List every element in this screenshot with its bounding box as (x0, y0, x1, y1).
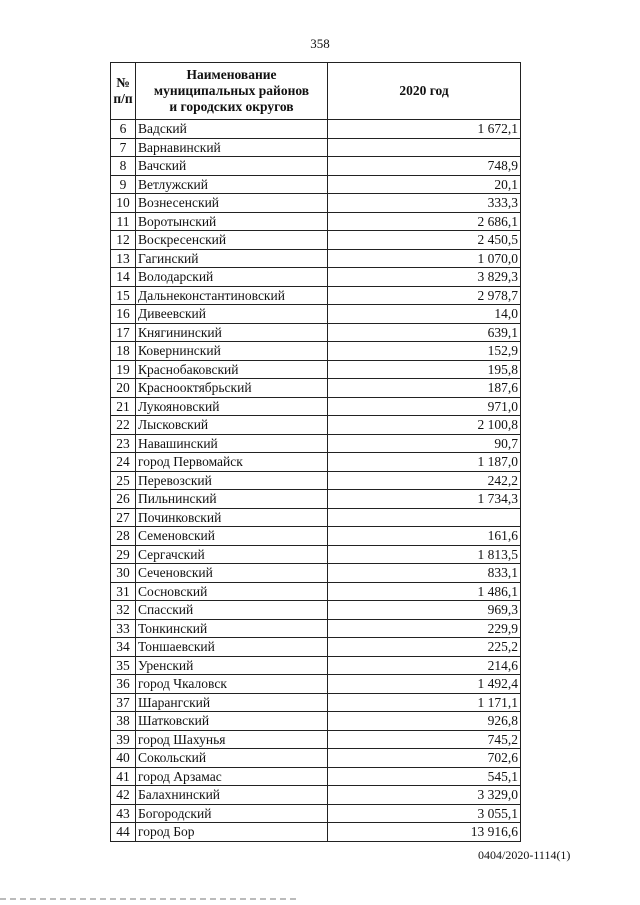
row-number: 19 (111, 360, 136, 379)
value-2020: 214,6 (328, 656, 521, 675)
district-name: Краснобаковский (136, 360, 328, 379)
table-row (111, 397, 521, 416)
value-2020: 187,6 (328, 379, 521, 398)
table-row (111, 638, 521, 657)
value-2020: 969,3 (328, 601, 521, 620)
row-number: 11 (111, 212, 136, 231)
header-row (111, 63, 521, 120)
table-row (111, 712, 521, 731)
row-number: 10 (111, 194, 136, 213)
table-row (111, 194, 521, 213)
table-row (111, 693, 521, 712)
district-name: Сергачский (136, 545, 328, 564)
row-number: 23 (111, 434, 136, 453)
district-name: Княгининский (136, 323, 328, 342)
row-number: 38 (111, 712, 136, 731)
value-2020 (328, 508, 521, 527)
value-2020: 2 100,8 (328, 416, 521, 435)
value-2020 (328, 138, 521, 157)
row-number: 40 (111, 749, 136, 768)
district-name: город Бор (136, 823, 328, 842)
table-row (111, 545, 521, 564)
district-name: Дальнеконстантиновский (136, 286, 328, 305)
table-row (111, 323, 521, 342)
row-number: 7 (111, 138, 136, 157)
header-name: Наименование муниципальных районов и городских округов (136, 63, 328, 120)
table-row (111, 231, 521, 250)
value-2020: 3 055,1 (328, 804, 521, 823)
value-2020: 225,2 (328, 638, 521, 657)
district-name: город Арзамас (136, 767, 328, 786)
table-row (111, 453, 521, 472)
row-number: 8 (111, 157, 136, 176)
row-number: 24 (111, 453, 136, 472)
value-2020: 1 070,0 (328, 249, 521, 268)
value-2020: 3 829,3 (328, 268, 521, 287)
value-2020: 14,0 (328, 305, 521, 324)
page-number: 358 (310, 36, 330, 51)
value-2020: 745,2 (328, 730, 521, 749)
table-row (111, 342, 521, 361)
header-num: № п/п (111, 63, 136, 120)
value-2020: 152,9 (328, 342, 521, 361)
value-2020: 545,1 (328, 767, 521, 786)
table-body (111, 120, 521, 842)
value-2020: 1 492,4 (328, 675, 521, 694)
table-row (111, 601, 521, 620)
district-name: Пильнинский (136, 490, 328, 509)
row-number: 22 (111, 416, 136, 435)
value-2020: 702,6 (328, 749, 521, 768)
table-row (111, 749, 521, 768)
row-number: 12 (111, 231, 136, 250)
table-row (111, 249, 521, 268)
value-2020: 3 329,0 (328, 786, 521, 805)
value-2020: 161,6 (328, 527, 521, 546)
district-name: Вадский (136, 120, 328, 139)
value-2020: 20,1 (328, 175, 521, 194)
district-name: Уренский (136, 656, 328, 675)
table-row (111, 730, 521, 749)
district-name: Тонкинский (136, 619, 328, 638)
district-name: Навашинский (136, 434, 328, 453)
value-2020: 2 450,5 (328, 231, 521, 250)
row-number: 44 (111, 823, 136, 842)
district-name: Ветлужский (136, 175, 328, 194)
table-row (111, 434, 521, 453)
table-row (111, 379, 521, 398)
value-2020: 1 813,5 (328, 545, 521, 564)
table-row (111, 268, 521, 287)
row-number: 16 (111, 305, 136, 324)
district-name: Володарский (136, 268, 328, 287)
district-name: Вознесенский (136, 194, 328, 213)
district-name: Лукояновский (136, 397, 328, 416)
row-number: 17 (111, 323, 136, 342)
row-number: 31 (111, 582, 136, 601)
district-name: Перевозский (136, 471, 328, 490)
district-name: город Первомайск (136, 453, 328, 472)
district-name: Сеченовский (136, 564, 328, 583)
table-row (111, 286, 521, 305)
row-number: 13 (111, 249, 136, 268)
row-number: 43 (111, 804, 136, 823)
value-2020: 333,3 (328, 194, 521, 213)
value-2020: 926,8 (328, 712, 521, 731)
district-name: Воротынский (136, 212, 328, 231)
table-row (111, 508, 521, 527)
table-header (111, 63, 521, 120)
row-number: 33 (111, 619, 136, 638)
row-number: 41 (111, 767, 136, 786)
district-name: Починковский (136, 508, 328, 527)
value-2020: 1 171,1 (328, 693, 521, 712)
district-name: Ковернинский (136, 342, 328, 361)
row-number: 30 (111, 564, 136, 583)
value-2020: 229,9 (328, 619, 521, 638)
row-number: 27 (111, 508, 136, 527)
row-number: 36 (111, 675, 136, 694)
row-number: 25 (111, 471, 136, 490)
table-row (111, 564, 521, 583)
table-row (111, 823, 521, 842)
table-row (111, 582, 521, 601)
table-row (111, 471, 521, 490)
value-2020: 1 486,1 (328, 582, 521, 601)
table-row (111, 804, 521, 823)
row-number: 18 (111, 342, 136, 361)
value-2020: 2 978,7 (328, 286, 521, 305)
row-number: 21 (111, 397, 136, 416)
row-number: 26 (111, 490, 136, 509)
row-number: 14 (111, 268, 136, 287)
row-number: 35 (111, 656, 136, 675)
table-row (111, 490, 521, 509)
district-name: Варнавинский (136, 138, 328, 157)
district-name: Балахнинский (136, 786, 328, 805)
table-row (111, 767, 521, 786)
table-row (111, 120, 521, 139)
municipal-data-table (110, 62, 521, 842)
district-name: Спасский (136, 601, 328, 620)
table-row (111, 675, 521, 694)
table-row (111, 416, 521, 435)
district-name: Шатковский (136, 712, 328, 731)
district-name: Воскресенский (136, 231, 328, 250)
scan-artifact-line (0, 898, 300, 900)
value-2020: 833,1 (328, 564, 521, 583)
value-2020: 1 187,0 (328, 453, 521, 472)
row-number: 15 (111, 286, 136, 305)
document-code: 0404/2020-1114(1) (478, 848, 571, 862)
value-2020: 242,2 (328, 471, 521, 490)
row-number: 28 (111, 527, 136, 546)
value-2020: 13 916,6 (328, 823, 521, 842)
district-name: Краснооктябрьский (136, 379, 328, 398)
district-name: Богородский (136, 804, 328, 823)
table-row (111, 360, 521, 379)
value-2020: 1 734,3 (328, 490, 521, 509)
district-name: Шарангский (136, 693, 328, 712)
value-2020: 971,0 (328, 397, 521, 416)
row-number: 37 (111, 693, 136, 712)
district-name: Лысковский (136, 416, 328, 435)
row-number: 39 (111, 730, 136, 749)
district-name: город Шахунья (136, 730, 328, 749)
value-2020: 2 686,1 (328, 212, 521, 231)
table-row (111, 786, 521, 805)
row-number: 34 (111, 638, 136, 657)
district-name: Семеновский (136, 527, 328, 546)
table-row (111, 175, 521, 194)
value-2020: 748,9 (328, 157, 521, 176)
district-name: город Чкаловск (136, 675, 328, 694)
value-2020: 90,7 (328, 434, 521, 453)
table-row (111, 157, 521, 176)
value-2020: 195,8 (328, 360, 521, 379)
district-name: Сосновский (136, 582, 328, 601)
district-name: Вачский (136, 157, 328, 176)
row-number: 9 (111, 175, 136, 194)
table-row (111, 138, 521, 157)
row-number: 29 (111, 545, 136, 564)
table-row (111, 619, 521, 638)
district-name: Гагинский (136, 249, 328, 268)
table-row (111, 656, 521, 675)
value-2020: 639,1 (328, 323, 521, 342)
district-name: Сокольский (136, 749, 328, 768)
table-row (111, 212, 521, 231)
table-row (111, 305, 521, 324)
header-value: 2020 год (328, 63, 521, 120)
district-name: Дивеевский (136, 305, 328, 324)
row-number: 6 (111, 120, 136, 139)
row-number: 20 (111, 379, 136, 398)
table-row (111, 527, 521, 546)
value-2020: 1 672,1 (328, 120, 521, 139)
row-number: 32 (111, 601, 136, 620)
district-name: Тоншаевский (136, 638, 328, 657)
row-number: 42 (111, 786, 136, 805)
